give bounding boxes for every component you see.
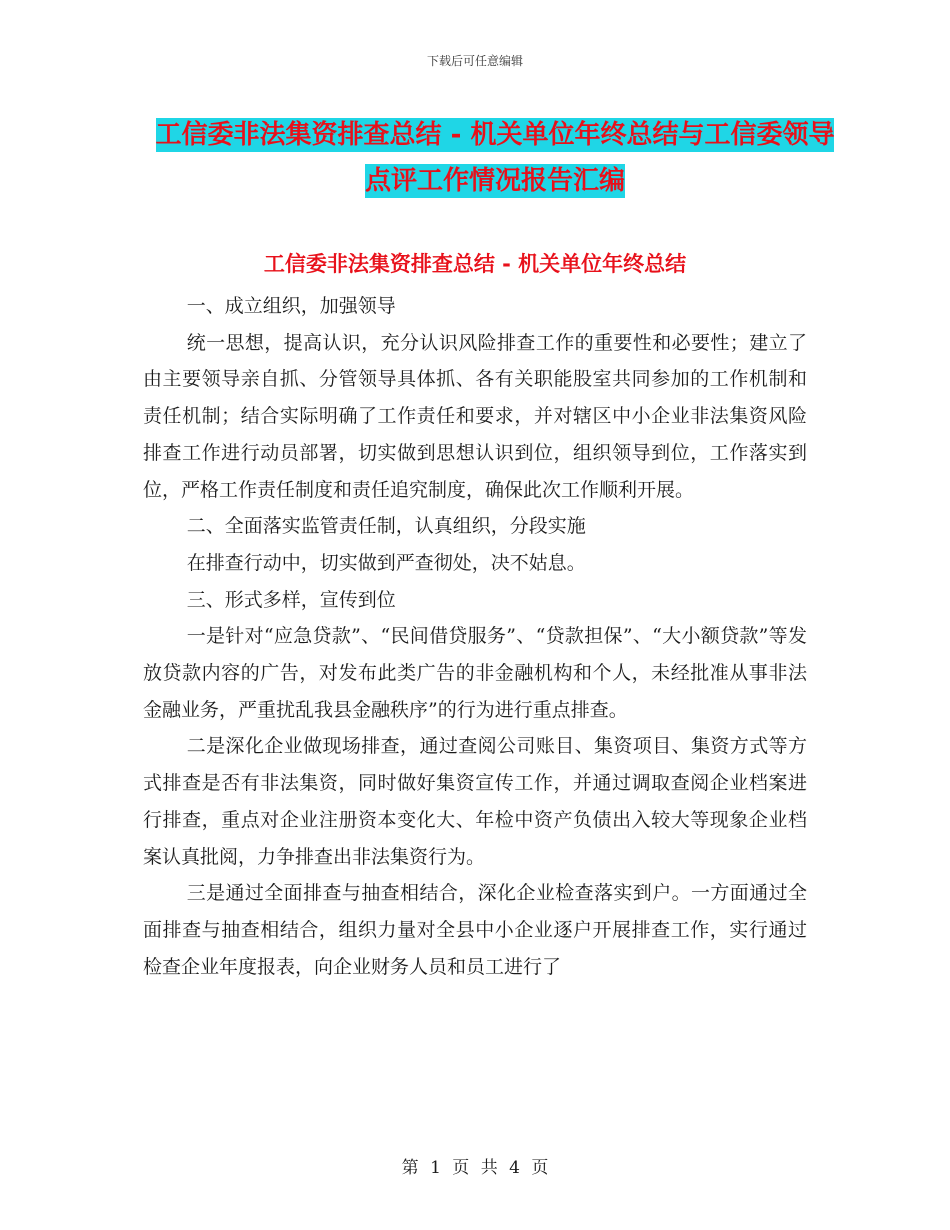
document-title (150, 112, 840, 204)
paragraph: 一是针对“应急贷款”、“民间借贷服务”、“贷款担保”、“大小额贷款”等发放贷款内容的广告，对发布此类广告的非金融机构和个人，未经批准从事非法金融业务，严重扰乱我县金融秩序”的行为进行重点排查。 (143, 625, 807, 721)
document-title-text: 工信委非法集资排查总结 - 机关单位年终总结与工信委领导点评工作情况报告汇编 (155, 120, 835, 196)
footer-prefix: 第 (401, 1158, 419, 1178)
paragraph: 在排查行动中，切实做到严查彻处，决不姑息。 (186, 551, 586, 574)
paragraph-heading-3: 三、形式多样，宣传到位 (186, 588, 396, 611)
header-note: 下载后可任意编辑 (426, 54, 523, 68)
paragraph: 二是深化企业做现场排查，通过查阅公司账目、集资项目、集资方式等方式排查是否有非法集资，同时做好集资宣传工作，并通过调取查阅企业档案进行排查，重点对企业注册资本变化大、年检中资产负债出入较大等现象企业档案认真批阅，力争排查出非法集资行为。 (143, 735, 807, 868)
page-number: 1 (430, 1158, 441, 1178)
document-body (143, 288, 807, 985)
total-pages: 4 (509, 1158, 520, 1178)
paragraph-heading-1: 一、成立组织，加强领导 (186, 295, 396, 317)
paragraph-heading-2: 二、全面落实监管责任制，认真组织，分段实施 (186, 515, 586, 538)
section-title: 工信委非法集资排查总结 - 机关单位年终总结 (263, 252, 687, 276)
paragraph: 统一思想，提高认识，充分认识风险排查工作的重要性和必要性；建立了由主要领导亲自抓、分管领导具体抓、各有关职能股室共同参加的工作机制和责任机制；结合实际明确了工作责任和要求，并对辖区中小企业非法集资风险排查工作进行动员部署，切实做到思想认识到位，组织领导到位，工作落实到位，严格工作责任制度和责任追究制度，确保此次工作顺利开展。 (143, 331, 807, 501)
page-footer (0, 1153, 950, 1178)
paragraph: 三是通过全面排查与抽查相结合，深化企业检查落实到户。一方面通过全面排查与抽查相结合，组织力量对全县中小企业逐户开展排查工作，实行通过检查企业年度报表，向企业财务人员和员工进行了 (143, 882, 807, 978)
footer-page-unit: 页 (452, 1158, 470, 1178)
footer-total-prefix: 共 (480, 1158, 498, 1178)
footer-total-unit: 页 (531, 1158, 549, 1178)
